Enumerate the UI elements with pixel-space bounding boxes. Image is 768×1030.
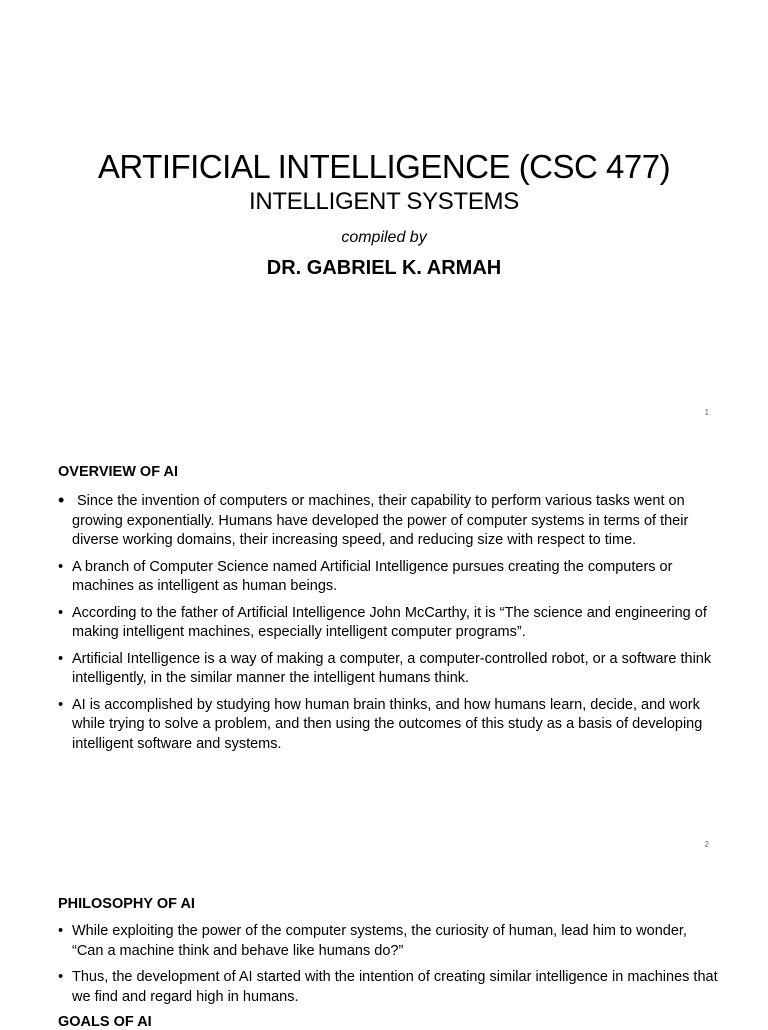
list-item-text: A branch of Computer Science named Artificial Intelligence pursues creating the computers or machines as intelligent as human beings. bbox=[72, 558, 673, 594]
list-item bbox=[58, 492, 720, 551]
list-item bbox=[58, 968, 720, 1007]
section-heading: PHILOSOPHY OF AI bbox=[58, 896, 195, 912]
next-section-heading: GOALS OF AI bbox=[58, 1014, 152, 1030]
bullet-icon: • bbox=[58, 696, 64, 713]
list-item-text: According to the father of Artificial Intelligence John McCarthy, it is “The science and engineering of making intelligent machines, especially intelligent computer programs”. bbox=[72, 604, 707, 640]
document-title: ARTIFICIAL INTELLIGENCE (CSC 477) bbox=[97, 148, 671, 185]
bullet-icon: • bbox=[58, 490, 65, 510]
bullet-icon: • bbox=[58, 923, 64, 939]
section-heading: OVERVIEW OF AI bbox=[58, 464, 179, 480]
page-number: 1 bbox=[704, 408, 709, 417]
list-item-text: AI is accomplished by studying how human brain thinks, and how humans learn, decide, and work while trying to solve a problem, and then using the outcomes of this study as a basis of developing intelligent software and systems. bbox=[72, 696, 703, 752]
list-item-text: While exploiting the power of the computer systems, the curiosity of human, lead him to wonder, “Can a machine think and behave like humans do?” bbox=[72, 923, 687, 959]
bullet-icon: • bbox=[58, 558, 64, 575]
list-item bbox=[58, 650, 720, 689]
list-item bbox=[58, 604, 720, 643]
document-subtitle: INTELLIGENT SYSTEMS bbox=[249, 188, 519, 215]
list-item bbox=[58, 558, 720, 597]
bullet-list bbox=[58, 922, 720, 1014]
author-name: DR. GABRIEL K. ARMAH bbox=[266, 257, 502, 279]
bullet-icon: • bbox=[58, 969, 64, 985]
list-item bbox=[58, 922, 720, 961]
page-number: 2 bbox=[704, 840, 709, 849]
slide-2 bbox=[0, 432, 768, 858]
slide-3 bbox=[0, 864, 768, 1030]
bullet-icon: • bbox=[58, 604, 64, 621]
bullet-icon: • bbox=[58, 650, 64, 667]
list-item-text: Artificial Intelligence is a way of making a computer, a computer-controlled robot, or a software think intelligently, in the similar manner the intelligent humans think. bbox=[72, 650, 712, 686]
list-item bbox=[58, 696, 720, 755]
list-item-text: Thus, the development of AI started with the intention of creating similar intelligence in machines that we find and regard high in humans. bbox=[72, 969, 718, 1005]
compiled-by-label: compiled by bbox=[341, 229, 427, 246]
list-item-text: Since the invention of computers or machines, their capability to perform various tasks went on growing exponentially. Humans have developed the power of computer systems in terms of their diverse working domains, their increasing speed, and reducing size with respect to time. bbox=[72, 493, 689, 548]
bullet-list bbox=[58, 492, 720, 761]
slide-1 bbox=[0, 0, 768, 426]
